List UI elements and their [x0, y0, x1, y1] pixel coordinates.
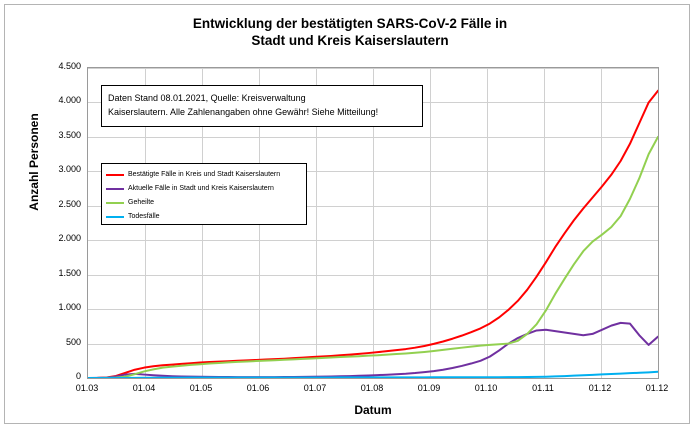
chart-title-line-1: Entwicklung der bestätigten SARS-CoV-2 Fälle in: [192, 16, 508, 31]
chart-title: [85, 15, 615, 49]
x-tick-label: 01.06: [246, 383, 270, 393]
series-line-0: [88, 91, 658, 378]
legend-swatch-icon: [106, 188, 124, 190]
x-tick-label: 01.10: [474, 383, 498, 393]
chart-legend: [101, 163, 307, 225]
gridline-horizontal: [88, 378, 658, 379]
y-tick-label: 3.500: [58, 129, 81, 140]
legend-label: Todesfälle: [128, 213, 160, 220]
legend-label: Aktuelle Fälle in Stadt und Kreis Kaiserslautern: [128, 185, 274, 192]
chart-container: [4, 4, 690, 424]
x-tick-label: 01.04: [132, 383, 156, 393]
y-tick-label: 2.500: [58, 198, 81, 209]
y-tick-label: 2.000: [58, 233, 81, 244]
x-axis-title: Datum: [354, 403, 392, 417]
data-source-note: [101, 85, 423, 127]
legend-swatch-icon: [106, 174, 124, 176]
legend-label: Bestätigte Fälle in Kreis und Stadt Kaiserslautern: [128, 171, 281, 178]
x-tick-label: 01.09: [417, 383, 441, 393]
y-tick-label: 500: [65, 336, 81, 347]
x-tick-label: 01.05: [189, 383, 213, 393]
series-line-1: [88, 323, 658, 378]
note-line-2: Kaiserslautern. Alle Zahlenangaben ohne Gewähr! Siehe Mitteilung!: [108, 107, 379, 117]
y-tick-label: 1.500: [58, 267, 81, 278]
y-tick-label: 1.000: [58, 302, 81, 313]
y-tick-label: 0: [75, 371, 81, 381]
x-tick-label: 01.07: [303, 383, 327, 393]
x-tick-label: 01.08: [360, 383, 384, 393]
note-line-1: Daten Stand 08.01.2021, Quelle: Kreisverwaltung: [108, 93, 306, 103]
legend-label: Geheilte: [128, 199, 155, 206]
y-tick-label: 4.000: [58, 95, 81, 106]
x-tick-label: 01.12: [645, 383, 669, 393]
y-tick-label: 3.000: [58, 164, 81, 175]
legend-item: [106, 182, 302, 195]
chart-title-line-2: Stadt und Kreis Kaiserslautern: [251, 33, 449, 48]
x-tick-label: 01.11: [532, 383, 554, 393]
legend-swatch-icon: [106, 216, 124, 218]
legend-item: [106, 168, 302, 181]
legend-item: [106, 196, 302, 209]
legend-item: [106, 210, 302, 223]
y-tick-label: 4.500: [58, 61, 81, 71]
x-tick-label: 01.12: [588, 383, 612, 393]
x-tick-label: 01.03: [75, 383, 99, 393]
legend-swatch-icon: [106, 202, 124, 204]
y-axis-title: Anzahl Personen: [27, 113, 41, 211]
